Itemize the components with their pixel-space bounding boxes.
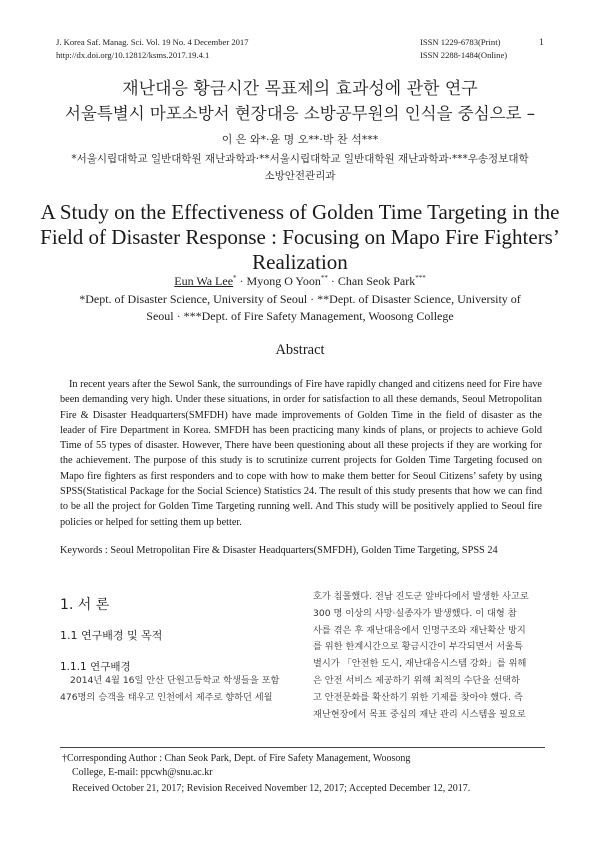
journal-citation: J. Korea Saf. Manag. Sci. Vol. 19 No. 4 December 2017 <box>56 37 249 47</box>
keywords-list: Seoul Metropolitan Fire & Disaster Headquarters(SMFDH), Golden Time Targeting, SPSS 24 <box>110 545 498 556</box>
doi-link[interactable]: http://dx.doi.org/10.12812/ksms.2017.19.4.1 <box>56 50 210 60</box>
text-line: 고 안전문화를 확산하기 위한 기제를 찾아야 했다. 즉 <box>313 691 523 703</box>
issn-print: ISSN 1229-6783(Print) <box>420 37 501 47</box>
text-line: 를 위한 한계시간으로 황금시간이 부각되면서 서울특 <box>313 641 523 653</box>
footnote <box>62 752 552 796</box>
received-dates: Received October 21, 2017; Revision Received November 12, 2017; Accepted December 12, 2017. <box>72 783 471 794</box>
author-marker: *** <box>415 274 426 282</box>
text-line: 476명의 승객을 태우고 인천에서 제주로 향하던 세월 <box>60 691 273 703</box>
text-line: 재난현장에서 목표 중심의 재난 관리 시스템을 필요로 <box>313 708 526 720</box>
korean-authors: 이 은 와*·윤 명 오**·박 찬 석*** <box>221 133 379 146</box>
korean-affiliation-line1: *서울시립대학교 일반대학원 재난과학과·**서울시립대학교 일반대학원 재난과학과·***우송정보대학 <box>71 153 529 165</box>
english-affiliation-line2: Seoul · ***Dept. of Fire Safety Management, Woosong College <box>146 309 454 323</box>
keywords <box>60 544 550 558</box>
text-line: 300 명 이상의 사망·실종자가 발생했다. 이 대형 참 <box>313 607 517 619</box>
korean-title-line1: 재난대응 황금시간 목표제의 효과성에 관한 연구 <box>122 79 478 99</box>
text-line: 호가 침몰했다. 전남 진도군 앞바다에서 발생한 사고로 <box>313 591 529 602</box>
author-name: Eun Wa Lee <box>174 274 234 288</box>
english-title-line2: Field of Disaster Response : Focusing on Mapo Fire Fighters’ <box>40 225 560 249</box>
right-column-text <box>313 589 545 723</box>
english-title-line1: A Study on the Effectiveness of Golden Time Targeting in the <box>40 200 560 224</box>
author-name: · Chan Seok Park <box>330 274 416 288</box>
subsubsection-heading: 1.1.1 연구배경 <box>60 661 131 673</box>
abstract-heading: Abstract <box>275 342 325 358</box>
author-marker: * <box>233 274 237 282</box>
english-title-line3: Realization <box>252 250 348 274</box>
left-column-text <box>60 673 288 707</box>
footnote-divider <box>60 747 545 748</box>
text-line: 2014년 4월 16일 안산 단원고등학교 학생들을 포함 <box>70 675 280 686</box>
text-line: 사를 겪은 후 재난대응에서 인명구조와 재난확산 방지 <box>313 624 526 636</box>
corresponding-author-contact: College, E-mail: ppcwh@snu.ac.kr <box>72 766 213 778</box>
text-line: 은 안전 서비스 제공하기 위해 최적의 수단을 선택하 <box>313 674 520 686</box>
text-line: 별시가 「안전한 도시, 재난대응시스템 강화」를 위해 <box>313 658 527 670</box>
corresponding-author: †Corresponding Author : Chan Seok Park, Dept. of Fire Safety Management, Woosong <box>62 753 411 764</box>
abstract-body: In recent years after the Sewol Sank, the surroundings of Fire have rapidly changed and citizens need for Fire have been demanding very high. Under these situations, in order for satisfaction to all these demands, Seoul Metropolitan Fire & Disaster Headquarters(SMFDH) have made improvements of Golden Time in the field of disaster as the leader of Fire Department in Korea. SMFDH has been practicing many kinds of plans, or projects to achieve Gold Time of 55 types of disaster. However, There have been questioning about all these projects if they are working for the achievement. The purpose of this study is to scrutinize current projects for Golden Time Targeting focused on Mapo fire fighters as first responders and to cope with how to make them better for Seoul Citizens’ safety by using SPSS(Statistical Package for the Social Science) Statistics 24. The result of this study presents that how we can find to be all the project for Golden Time Targeting running well. And This study will be positively applied to Seoul fire policies or helped for setting them up better. <box>60 379 542 528</box>
english-authors <box>0 274 600 289</box>
page-number: 1 <box>539 38 544 48</box>
korean-title-line2: 서울특별시 마포소방서 현장대응 소방공무원의 인식을 중심으로 – <box>64 104 536 123</box>
issn-online: ISSN 2288-1484(Online) <box>420 50 508 60</box>
english-affiliation-line1: *Dept. of Disaster Science, University of Seoul · **Dept. of Disaster Science, University of <box>79 292 521 306</box>
section-heading: 1. 서 론 <box>60 597 110 613</box>
author-name: · Myong O Yoon <box>239 274 321 288</box>
keywords-label: Keywords : <box>60 545 108 556</box>
subsection-heading: 1.1 연구배경 및 목적 <box>60 629 163 642</box>
korean-affiliation-line2: 소방안전관리과 <box>264 170 336 182</box>
author-marker: ** <box>320 274 328 282</box>
